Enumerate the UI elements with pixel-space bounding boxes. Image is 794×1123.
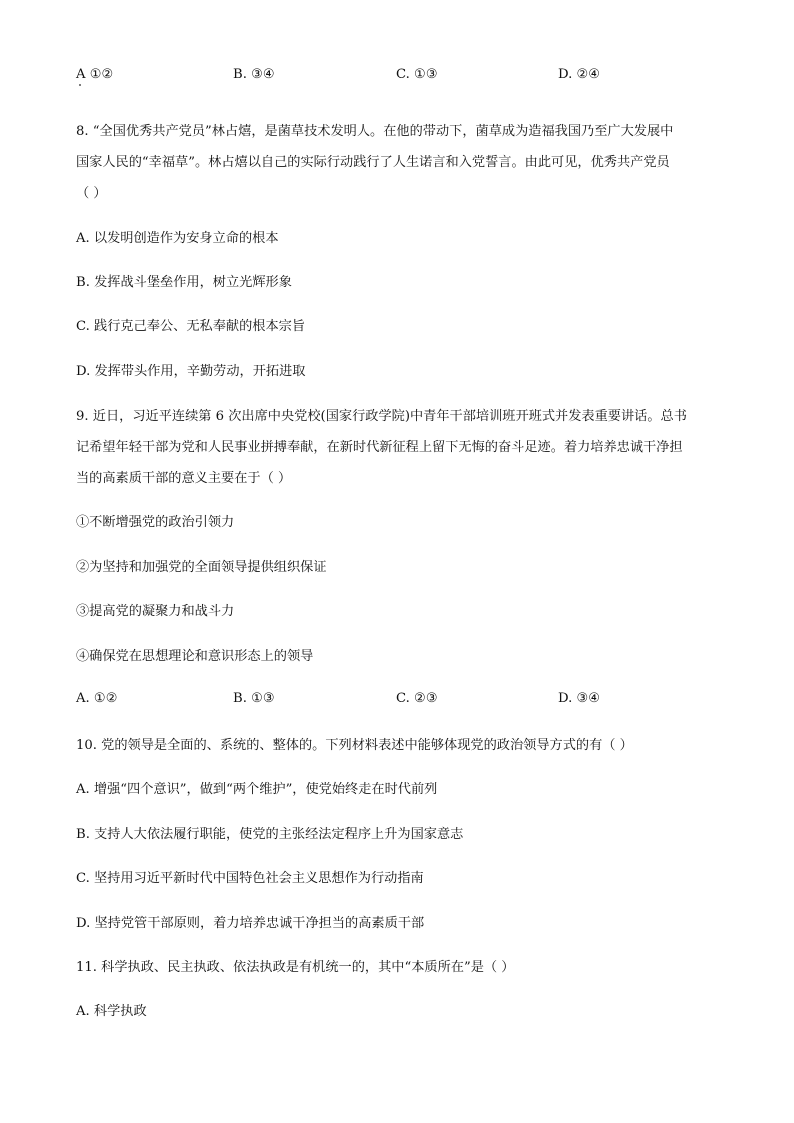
q8-option-b: B. 发挥战斗堡垒作用，树立光辉形象 [76, 275, 292, 290]
option-c: C. ①③ [396, 67, 438, 82]
option-b: B. ①③ [233, 691, 275, 706]
q9-statement-4: ④确保党在思想理论和意识形态上的领导 [76, 649, 314, 664]
q9-stem-line-2: 记希望年轻干部为党和人民事业拼搏奉献，在新时代新征程上留下无悔的奋斗足迹。着力培养忠诚干净担 [76, 440, 683, 455]
q9-statement-1: ①不断增强党的政治引领力 [76, 515, 235, 530]
stray-dot [79, 84, 81, 86]
q10-stem: 10. 党的领导是全面的、系统的、整体的。下列材料表述中能够体现党的政治领导方式的有（ ） [76, 738, 633, 753]
option-a: A ①② [76, 67, 114, 82]
q10-option-c: C. 坚持用习近平新时代中国特色社会主义思想作为行动指南 [76, 871, 424, 886]
q8-stem-line-1: 8. “全国优秀共产党员”林占熺，是菌草技术发明人。在他的带动下，菌草成为造福我国乃至广大发展中 [76, 124, 674, 139]
q11-option-a: A. 科学执政 [76, 1004, 147, 1019]
q10-option-a: A. 增强“四个意识”，做到“两个维护”，使党始终走在时代前列 [76, 782, 438, 797]
option-d: D. ③④ [558, 691, 601, 706]
q8-stem-line-3: （ ） [76, 186, 107, 201]
option-d: D. ②④ [558, 67, 601, 82]
q11-stem: 11. 科学执政、民主执政、依法执政是有机统一的，其中“本质所在”是（ ） [76, 960, 515, 975]
q9-statement-3: ③提高党的凝聚力和战斗力 [76, 604, 235, 619]
option-c: C. ②③ [396, 691, 438, 706]
q8-stem-line-2: 国家人民的“幸福草”。林占熺以自己的实际行动践行了人生诺言和入党誓言。由此可见，优秀共产党员 [76, 155, 670, 170]
q9-statement-2: ②为坚持和加强党的全面领导提供组织保证 [76, 560, 327, 575]
q9-stem-line-1: 9. 近日，习近平连续第 6 次出席中央党校(国家行政学院)中青年干部培训班开班式并发表重要讲话。总书 [76, 409, 687, 424]
q9-options-row [76, 691, 726, 711]
q8-option-c: C. 践行克己奉公、无私奉献的根本宗旨 [76, 319, 306, 334]
option-a: A. ①② [76, 691, 118, 706]
q10-option-b: B. 支持人大依法履行职能，使党的主张经法定程序上升为国家意志 [76, 827, 464, 842]
q7-options-row [76, 67, 726, 87]
q8-option-d: D. 发挥带头作用，辛勤劳动，开拓进取 [76, 364, 306, 379]
option-b: B. ③④ [233, 67, 275, 82]
q8-option-a: A. 以发明创造作为安身立命的根本 [76, 231, 279, 246]
q9-stem-line-3: 当的高素质干部的意义主要在于（ ） [76, 471, 292, 486]
q10-option-d: D. 坚持党管干部原则，着力培养忠诚干净担当的高素质干部 [76, 916, 425, 931]
